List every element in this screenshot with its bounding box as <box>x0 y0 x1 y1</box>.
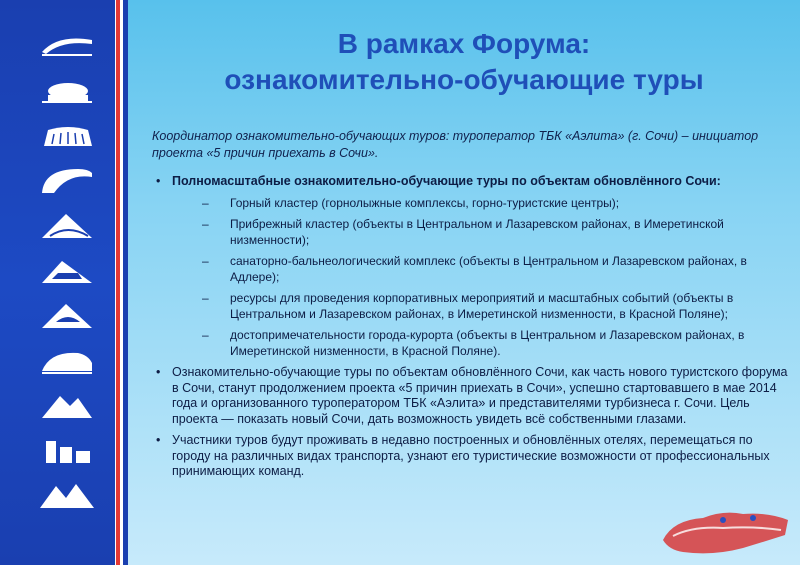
sub-item: – ресурсы для проведения корпоративных мероприятий и масштабных событий (объекты в Центральном и Лазаревском районах, в Имеретинской низменности, в Красной Поляне); <box>152 291 792 322</box>
bullet-text: Ознакомительно-обучающие туры по объектам обновлённого Сочи, как часть нового туристского форума в Сочи, станут продолжением проекта «5 причин приехать в Сочи», успешно стартовавшего в мае 2014 года и организованного туроператором ТБК «Аэлита» и представителями турбизнеса г. Сочи. Цель проекта — показать новый Сочи, дать возможность увидеть всё собственными глазами. <box>172 365 788 426</box>
bullet-forum-continuation <box>152 365 792 427</box>
bullet-main-tours <box>152 174 792 190</box>
bullet-text: Полномасштабные ознакомительно-обучающие туры по объектам обновлённого Сочи: <box>172 174 721 188</box>
sub-item: – санаторно-бальнеологический комплекс (объекты в Центральном и Лазаревском районах, в Адлере); <box>152 254 792 285</box>
sub-item: – Прибрежный кластер (объекты в Центральном и Лазаревском районах, в Имеретинской низменности); <box>152 217 792 248</box>
ski-jump-icon <box>38 210 96 240</box>
stadium-icon <box>38 30 96 60</box>
mountain-cluster-icon <box>38 390 96 420</box>
bullet-text: Участники туров будут проживать в недавно построенных и обновлённых отелях, перемещаться по городу на различных видах транспорта, узнают его туристические возможности от профессиональных принимающих команд. <box>172 433 770 478</box>
skating-center-icon <box>38 255 96 285</box>
ice-cube-icon <box>38 300 96 330</box>
russia-map-logo <box>603 490 793 560</box>
sidebar-band <box>0 0 115 565</box>
mountain-peaks-icon <box>38 480 96 510</box>
bullet-list <box>152 174 792 486</box>
arena-dome-icon <box>38 165 96 195</box>
title-line-1: В рамках Форума: <box>337 28 591 59</box>
sub-item: – Горный кластер (горнолыжные комплексы, горно-туристские центры); <box>152 196 792 212</box>
sub-item: – достопримечательности города-курорта (объекты в Центральном и Лазаревском районах, в Имеретинской низменности, в Красной Поляне). <box>152 328 792 359</box>
bullet-participants <box>152 433 792 480</box>
ice-arena-icon <box>38 75 96 105</box>
main-panel <box>128 0 800 565</box>
olympic-village-icon <box>38 435 96 465</box>
bolshoy-arena-icon <box>38 345 96 375</box>
intro-text: Координатор ознакомительно-обучающих туров: туроператор ТБК «Аэлита» (г. Сочи) – инициатор проекта «5 причин приехать в Сочи». <box>152 129 759 160</box>
title-line-2: ознакомительно-обучающие туры <box>224 64 704 95</box>
palace-icon <box>38 120 96 150</box>
slide-title <box>128 26 800 98</box>
